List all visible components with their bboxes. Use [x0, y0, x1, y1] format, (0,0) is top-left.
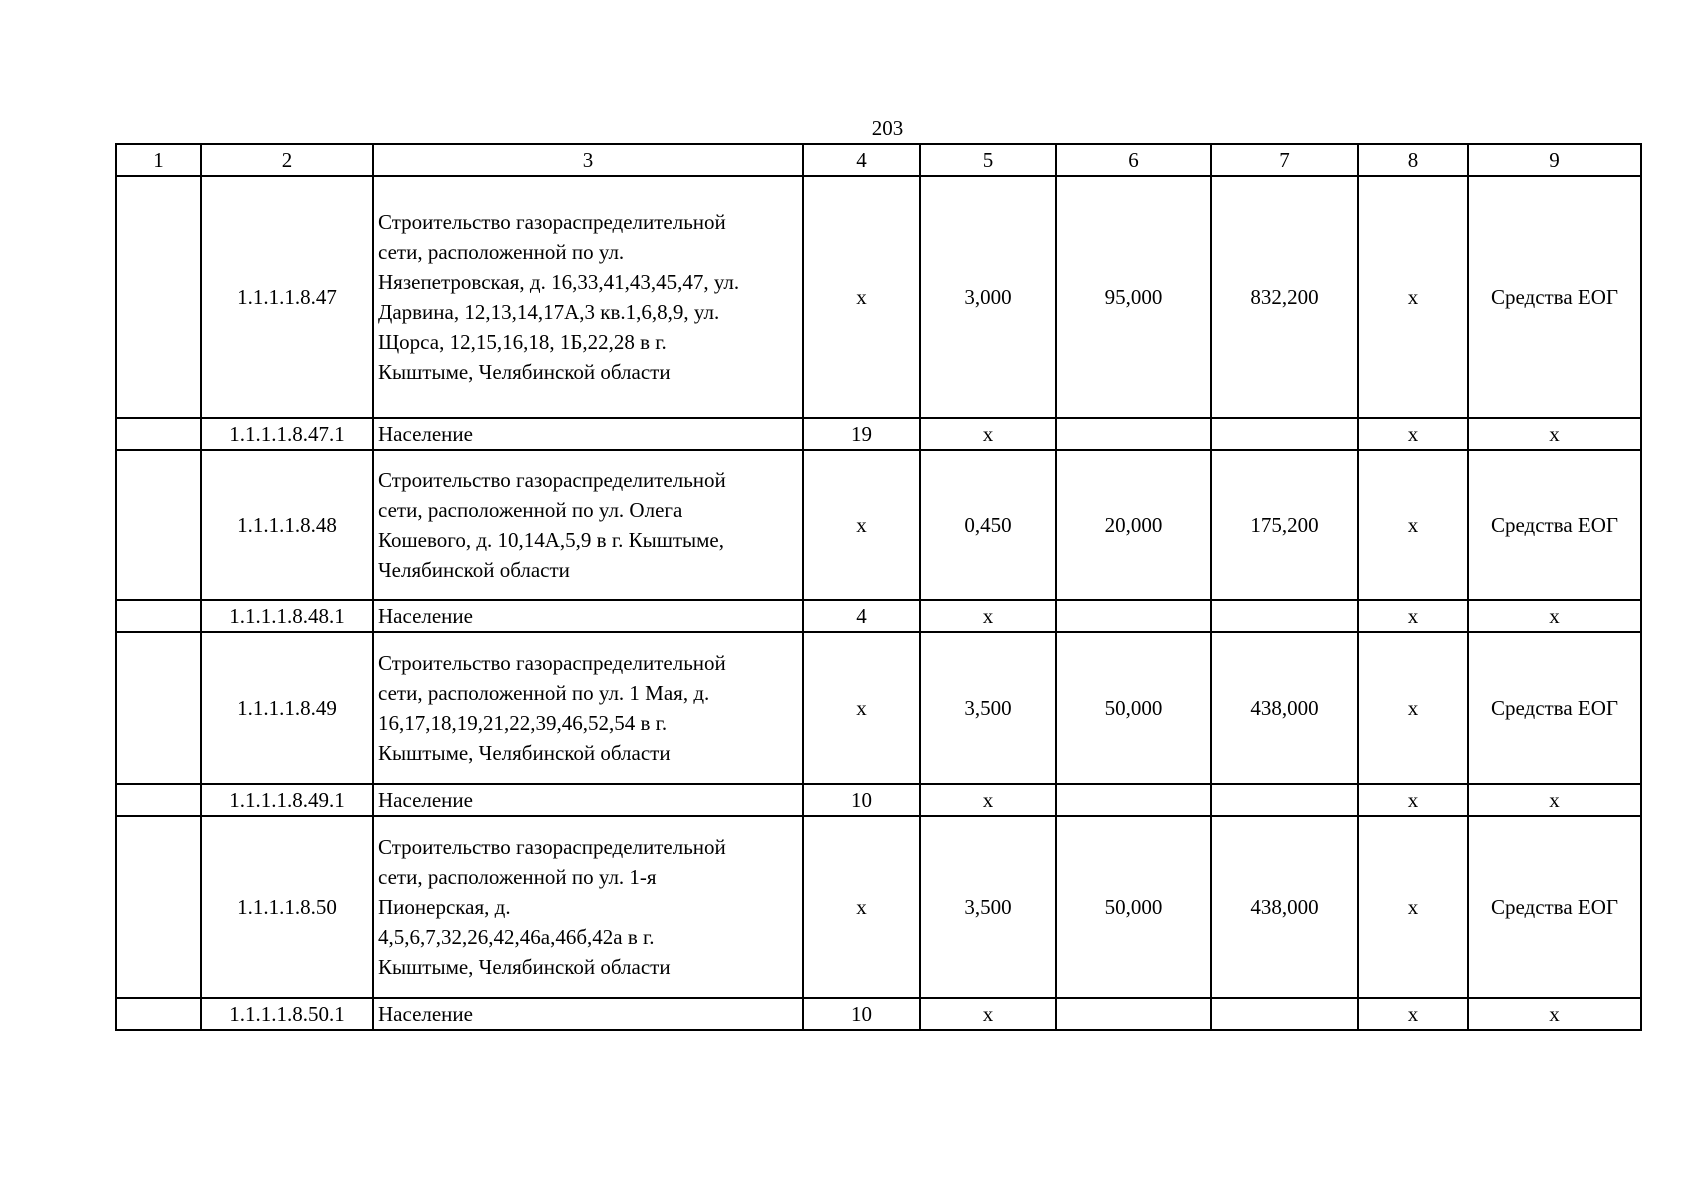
cell-funding: х [1468, 998, 1641, 1030]
cell-col4: 10 [803, 784, 920, 816]
header-cell: 9 [1468, 144, 1641, 176]
cell-col1 [116, 784, 201, 816]
cell-col7: 832,200 [1211, 176, 1358, 418]
cell-code: 1.1.1.1.8.48.1 [201, 600, 373, 632]
cell-col1 [116, 632, 201, 784]
cell-col7 [1211, 998, 1358, 1030]
table-row [116, 450, 1641, 600]
cell-col5: х [920, 600, 1056, 632]
cell-col7 [1211, 784, 1358, 816]
cell-col1 [116, 998, 201, 1030]
cell-col4: х [803, 816, 920, 998]
cell-description: Население [373, 418, 803, 450]
cell-funding: Средства ЕОГ [1468, 176, 1641, 418]
cell-funding: Средства ЕОГ [1468, 816, 1641, 998]
cell-col5: х [920, 784, 1056, 816]
cell-col5: 3,000 [920, 176, 1056, 418]
cell-col8: х [1358, 784, 1468, 816]
cell-col6: 50,000 [1056, 816, 1211, 998]
header-cell: 1 [116, 144, 201, 176]
cell-col5: х [920, 418, 1056, 450]
table-row [116, 632, 1641, 784]
cell-code: 1.1.1.1.8.50.1 [201, 998, 373, 1030]
cell-description: Строительство газораспределительной сети, расположенной по ул. Нязепетровская, д. 16,33,41,43,45,47, ул. Дарвина, 12,13,14,17А,3 кв.1,6,8,9, ул. Щорса, 12,15,16,18, 1Б,22,28 в г. Кыштыме, Челябинской области [373, 176, 803, 418]
cell-description: Население [373, 784, 803, 816]
cell-description: Строительство газораспределительной сети, расположенной по ул. 1 Мая, д. 16,17,18,19,21,22,39,46,52,54 в г. Кыштыме, Челябинской области [373, 632, 803, 784]
cell-code: 1.1.1.1.8.47 [201, 176, 373, 418]
page-number: 203 [871, 116, 904, 140]
cell-col4: х [803, 450, 920, 600]
cell-col6 [1056, 998, 1211, 1030]
cell-col4: х [803, 176, 920, 418]
cell-funding: х [1468, 418, 1641, 450]
cell-col6: 50,000 [1056, 632, 1211, 784]
header-cell: 4 [803, 144, 920, 176]
header-cell: 3 [373, 144, 803, 176]
table-row [116, 176, 1641, 418]
cell-col7: 438,000 [1211, 632, 1358, 784]
header-cell: 6 [1056, 144, 1211, 176]
table-row [116, 418, 1641, 450]
cell-description: Население [373, 600, 803, 632]
cell-col4: 4 [803, 600, 920, 632]
cell-col8: х [1358, 176, 1468, 418]
cell-col6 [1056, 784, 1211, 816]
cell-col5: х [920, 998, 1056, 1030]
cell-funding: х [1468, 600, 1641, 632]
table-row [116, 816, 1641, 998]
cell-col7: 175,200 [1211, 450, 1358, 600]
header-cell: 8 [1358, 144, 1468, 176]
cell-col8: х [1358, 450, 1468, 600]
cell-code: 1.1.1.1.8.50 [201, 816, 373, 998]
cell-col6 [1056, 600, 1211, 632]
cell-col1 [116, 600, 201, 632]
cell-col7 [1211, 418, 1358, 450]
cell-col5: 3,500 [920, 816, 1056, 998]
cell-col8: х [1358, 632, 1468, 784]
cell-col1 [116, 176, 201, 418]
header-cell: 7 [1211, 144, 1358, 176]
cell-col6: 95,000 [1056, 176, 1211, 418]
cell-description: Население [373, 998, 803, 1030]
header-cell: 5 [920, 144, 1056, 176]
cell-col1 [116, 418, 201, 450]
cell-col4: 10 [803, 998, 920, 1030]
cell-description: Строительство газораспределительной сети, расположенной по ул. Олега Кошевого, д. 10,14А,5,9 в г. Кыштыме, Челябинской области [373, 450, 803, 600]
cell-col5: 3,500 [920, 632, 1056, 784]
cell-funding: х [1468, 784, 1641, 816]
cell-funding: Средства ЕОГ [1468, 632, 1641, 784]
table-row [116, 998, 1641, 1030]
cell-funding: Средства ЕОГ [1468, 450, 1641, 600]
cell-col7: 438,000 [1211, 816, 1358, 998]
table-row [116, 600, 1641, 632]
cell-col1 [116, 816, 201, 998]
cell-col7 [1211, 600, 1358, 632]
cell-col4: 19 [803, 418, 920, 450]
cell-col8: х [1358, 998, 1468, 1030]
cell-col6 [1056, 418, 1211, 450]
cell-code: 1.1.1.1.8.49.1 [201, 784, 373, 816]
cell-code: 1.1.1.1.8.48 [201, 450, 373, 600]
cell-col5: 0,450 [920, 450, 1056, 600]
table-row [116, 784, 1641, 816]
cell-col8: х [1358, 816, 1468, 998]
cell-code: 1.1.1.1.8.49 [201, 632, 373, 784]
header-cell: 2 [201, 144, 373, 176]
cell-col8: х [1358, 600, 1468, 632]
cell-col8: х [1358, 418, 1468, 450]
cell-col6: 20,000 [1056, 450, 1211, 600]
header-row [116, 144, 1641, 176]
data-table [115, 143, 1642, 1031]
cell-code: 1.1.1.1.8.47.1 [201, 418, 373, 450]
cell-description: Строительство газораспределительной сети, расположенной по ул. 1-я Пионерская, д. 4,5,6,7,32,26,42,46а,46б,42а в г. Кыштыме, Челябинской области [373, 816, 803, 998]
cell-col1 [116, 450, 201, 600]
cell-col4: х [803, 632, 920, 784]
